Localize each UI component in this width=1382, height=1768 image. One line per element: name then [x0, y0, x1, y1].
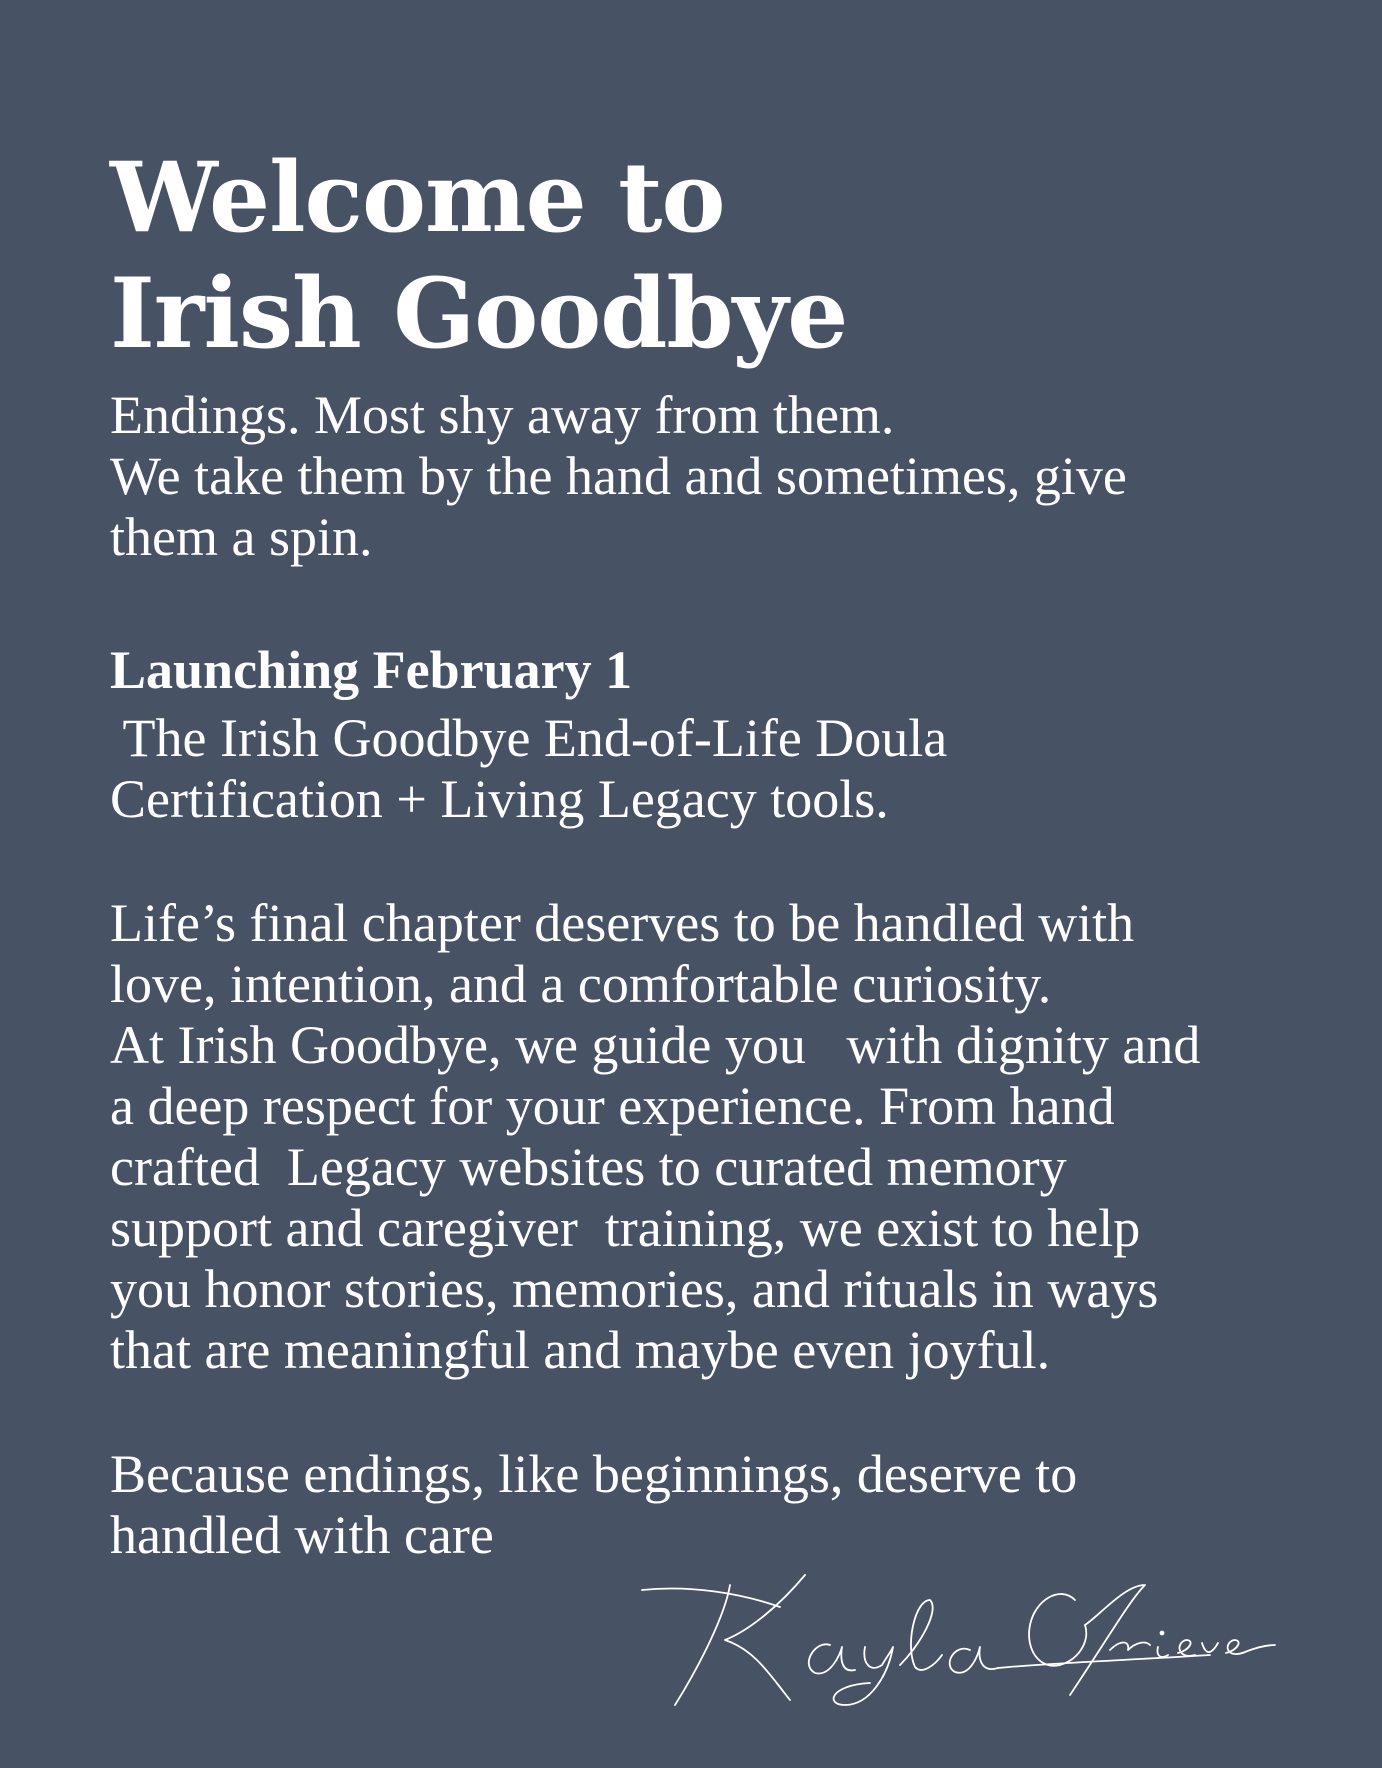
intro-line-3: them a spin. [110, 507, 373, 567]
launch-description [110, 708, 1360, 830]
mission-line: Life’s final chapter deserves to be handled with [110, 893, 1135, 953]
intro-line-1: Endings. Most shy away from them. [110, 385, 895, 445]
intro-paragraph [110, 385, 1360, 568]
mission-paragraph [110, 893, 1360, 1381]
mission-line: a deep respect for your experience. From hand [110, 1076, 1115, 1136]
title-line-2: Irish Goodbye [110, 257, 848, 370]
mission-line: you honor stories, memories, and rituals in ways [110, 1259, 1159, 1319]
signature [630, 1555, 1280, 1715]
closing-line-2: handled with care [110, 1505, 494, 1565]
mission-line: love, intention, and a comfortable curiosity. [110, 954, 1052, 1014]
mission-line: At Irish Goodbye, we guide you with dignity and [110, 1015, 1201, 1075]
closing-paragraph [110, 1444, 1360, 1566]
intro-line-2: We take them by the hand and sometimes, give [110, 446, 1127, 506]
launch-line-2: Certification + Living Legacy tools. [110, 769, 889, 829]
launch-heading: Launching February 1 [110, 640, 633, 700]
mission-line: that are meaningful and maybe even joyful. [110, 1320, 1051, 1380]
mission-line: support and caregiver training, we exist to help [110, 1198, 1141, 1258]
page-title [110, 140, 1310, 372]
closing-line-1: Because endings, like beginnings, deserve to [110, 1444, 1078, 1504]
title-line-1: Welcome to [110, 141, 725, 254]
launch-line-1: The Irish Goodbye End-of-Life Doula [110, 708, 948, 768]
mission-line: crafted Legacy websites to curated memory [110, 1137, 1067, 1197]
